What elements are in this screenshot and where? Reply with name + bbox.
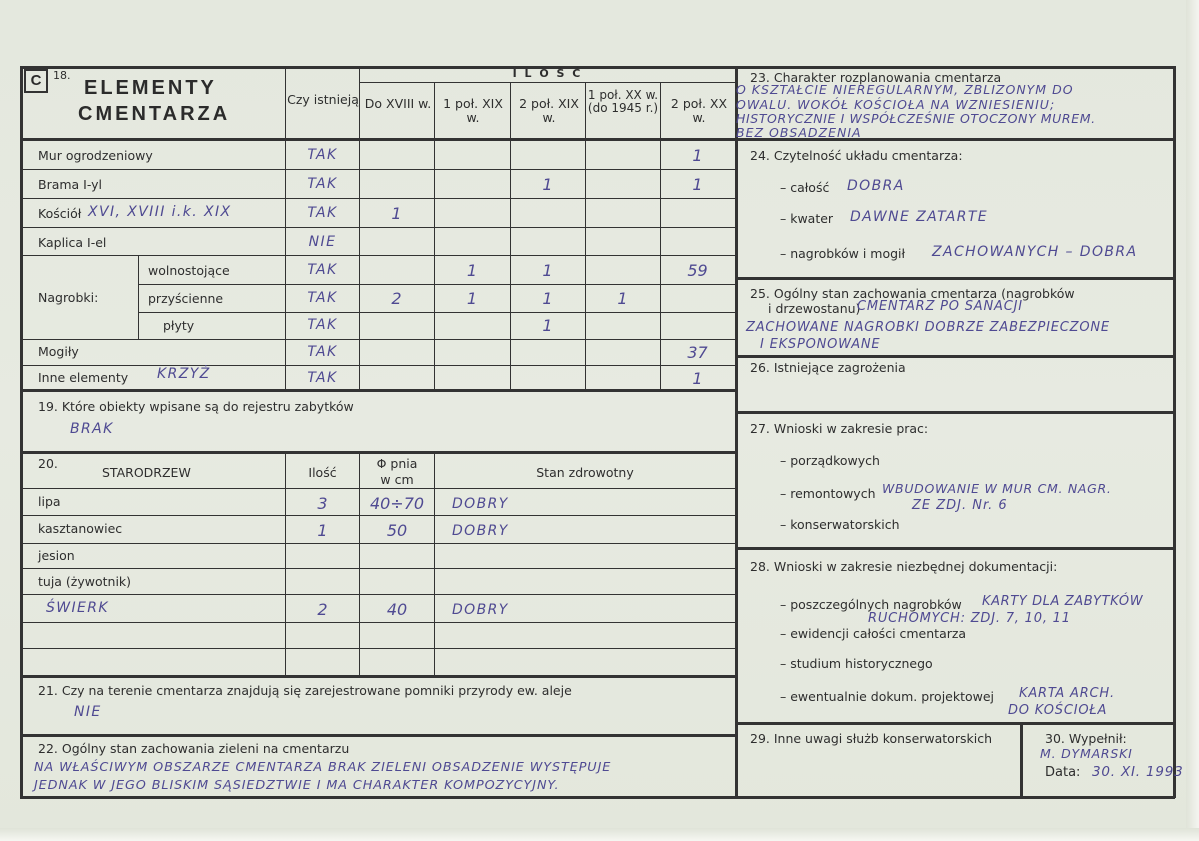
grid-line: [20, 255, 735, 256]
tree-health: DOBRY: [452, 523, 509, 539]
column-header-period: 1 poł. XIX w.: [443, 96, 503, 125]
tree-count: 1: [317, 521, 328, 540]
tree-name: jesion: [38, 548, 75, 563]
element-label: Inne elementy: [38, 370, 129, 385]
tree-diameter: 50: [386, 521, 408, 540]
tree-count: 2: [317, 600, 328, 619]
grid-line: [735, 722, 1175, 725]
tree-diameter: 40÷70: [369, 494, 425, 513]
exists-value: TAK: [307, 344, 338, 360]
frame-right: [1173, 66, 1176, 798]
grid-line: [138, 312, 735, 313]
grid-line: [138, 284, 735, 285]
grave-group-label: Nagrobki:: [38, 290, 99, 305]
handwritten-note: XVI, XVIII i.k. XIX: [88, 204, 232, 220]
layout-answer-line3: HISTORYCZNIE I WSPÓŁCZEŚNIE OTOCZONY MUREM.: [736, 111, 1096, 126]
quantity-value: 1: [542, 289, 553, 308]
quantity-value: 59: [687, 261, 708, 280]
grid-line: [20, 451, 735, 454]
legibility-whole-label: – całość: [780, 180, 830, 195]
condition-answer-line1: ZACHOWANE NAGROBKI DOBRZE ZABEZPIECZONE: [746, 320, 1110, 335]
exists-value: TAK: [307, 176, 338, 192]
column-header-period: 2 poł. XIX w.: [519, 96, 579, 125]
docs-graves-label: – poszczególnych nagrobków: [780, 597, 962, 612]
column-header-period: 1 poł. XX w. (do 1945 r.): [587, 88, 659, 115]
tree-health: DOBRY: [452, 496, 509, 512]
grid-line: [735, 547, 1175, 550]
grid-line: [585, 82, 586, 390]
quantity-value: 1: [466, 261, 478, 280]
grid-line: [735, 411, 1175, 414]
filled-by-name: M. DYMARSKI: [1040, 746, 1133, 761]
column-header-exists: Czy istnieją: [287, 92, 359, 107]
quantity-value: 2: [391, 289, 402, 308]
grid-line: [20, 138, 735, 141]
column-header-quantity: I L O Ś Ć: [512, 67, 583, 80]
date-label: Data:: [1045, 765, 1081, 780]
grid-line: [20, 365, 735, 366]
exists-value: TAK: [307, 290, 338, 306]
other-question: 29. Inne uwagi służb konserwatorskich: [750, 731, 992, 746]
column-header-period: 2 poł. XX w.: [670, 96, 728, 125]
quantity-value: 1: [617, 289, 628, 308]
docs-graves-value-line2: RUCHOMYCH: ZDJ. 7, 10, 11: [868, 611, 1071, 626]
docs-graves-value-line1: KARTY DLA ZABYTKÓW: [982, 594, 1144, 609]
registry-answer: BRAK: [70, 421, 114, 437]
grid-line: [434, 451, 435, 676]
tree-name: tuja (żywotnik): [38, 574, 132, 589]
quantity-value: 1: [542, 316, 553, 335]
grid-line: [138, 255, 139, 339]
trees-header-count: Ilość: [308, 465, 337, 480]
element-label: Kościół: [38, 206, 82, 221]
tree-name: lipa: [38, 494, 61, 509]
tree-health: DOBRY: [452, 602, 509, 618]
tree-count: 3: [317, 494, 328, 513]
works-question: 27. Wnioski w zakresie prac:: [750, 421, 929, 436]
layout-question: 23. Charakter rozplanowania cmentarza: [750, 70, 1002, 85]
nature-question: 21. Czy na terenie cmentarza znajdują się zarejestrowane pomniki przyrody ew. aleje: [38, 683, 572, 698]
quantity-value: 1: [692, 146, 703, 165]
grid-line: [20, 515, 735, 516]
grid-line: [20, 488, 735, 489]
works-repair-value-line2: ZE ZDJ. Nr. 6: [912, 498, 1008, 513]
greenery-question: 22. Ogólny stan zachowania zieleni na cmentarzu: [38, 741, 350, 756]
grid-line: [20, 675, 735, 678]
docs-registry-label: – ewidencji całości cmentarza: [780, 626, 967, 641]
grid-line: [20, 389, 735, 392]
grid-line: [20, 198, 735, 199]
grid-line: [20, 648, 735, 649]
condition-answer-inline: CMENTARZ PO SANACJI: [857, 299, 1023, 314]
date-value: 30. XI. 1993: [1092, 764, 1184, 780]
docs-project-label: – ewentualnie dokum. projektowej: [780, 689, 995, 704]
legibility-whole-value: DOBRA: [847, 178, 905, 194]
grid-line: [20, 594, 735, 595]
quantity-value: 1: [391, 204, 402, 223]
grid-line: [434, 82, 435, 390]
element-label: przyścienne: [148, 291, 224, 306]
quantity-value: 1: [542, 261, 553, 280]
works-repair-value-line1: WBUDOWANIE W MUR CM. NAGR.: [882, 481, 1112, 496]
registry-question: 19. Które obiekty wpisane są do rejestru zabytków: [38, 399, 354, 414]
legibility-graves-value: ZACHOWANYCH – DOBRA: [932, 244, 1138, 260]
grid-line: [359, 82, 735, 83]
greenery-answer-line1: NA WŁAŚCIWYM OBSZARZE CMENTARZA BRAK ZIELENI OBSADZENIE WYSTĘPUJE: [34, 760, 612, 775]
quantity-value: 1: [542, 175, 553, 194]
handwritten-note: KRZYŻ: [157, 366, 211, 382]
trees-header-health: Stan zdrowotny: [536, 465, 634, 480]
docs-project-value-line2: DO KOŚCIOŁA: [1008, 703, 1108, 718]
works-order-label: – porządkowych: [780, 453, 880, 468]
legibility-question: 24. Czytelność układu cmentarza:: [750, 148, 963, 163]
element-label: Mogiły: [38, 344, 79, 359]
layout-answer-line4: BEZ OBSADZENIA: [736, 125, 862, 140]
legibility-graves-label: – nagrobków i mogił: [780, 246, 906, 261]
condition-question-line2: i drzewostanu): [768, 301, 861, 316]
frame-bottom: [20, 796, 1175, 799]
trees-header-diameter: Φ pnia: [376, 456, 418, 471]
grid-line: [20, 169, 735, 170]
condition-question-line1: 25. Ogólny stan zachowania cmentarza (nagrobków: [750, 286, 1075, 301]
condition-answer-line2: I EKSPONOWANE: [760, 337, 881, 352]
section-letter-box: C: [24, 69, 48, 93]
quantity-value: 37: [687, 343, 708, 362]
docs-question: 28. Wnioski w zakresie niezbędnej dokumentacji:: [750, 559, 1058, 574]
legibility-quarters-label: – kwater: [780, 211, 834, 226]
quantity-value: 1: [692, 369, 703, 388]
element-label: wolnostojące: [148, 263, 230, 278]
element-label: płyty: [163, 318, 195, 333]
tree-name: ŚWIERK: [46, 600, 110, 616]
tree-name: kasztanowiec: [38, 521, 123, 536]
exists-value: TAK: [307, 370, 338, 386]
section-title-line1: ELEMENTY: [84, 77, 217, 99]
threats-question: 26. Istniejące zagrożenia: [750, 360, 906, 375]
frame-middle: [735, 66, 738, 798]
exists-value: TAK: [307, 317, 338, 333]
layout-answer-line2: OWALU. WOKÓŁ KOŚCIOŁA NA WZNIESIENIU;: [736, 97, 1056, 112]
quantity-value: 1: [466, 289, 478, 308]
nature-answer: NIE: [74, 704, 102, 720]
element-label: Mur ogrodzeniowy: [38, 148, 153, 163]
grid-line: [510, 82, 511, 390]
works-conservation-label: – konserwatorskich: [780, 517, 900, 532]
section-title-line2: CMENTARZA: [78, 103, 231, 125]
filled-by-label: 30. Wypełnił:: [1045, 731, 1127, 746]
grid-line: [735, 355, 1175, 358]
grid-line: [20, 543, 735, 544]
quantity-value: 1: [692, 175, 703, 194]
exists-value: TAK: [307, 262, 338, 278]
greenery-answer-line2: JEDNAK W JEGO BLISKIM SĄSIEDZTWIE I MA CHARAKTER KOMPOZYCYJNY.: [34, 778, 560, 793]
works-repair-label: – remontowych: [780, 486, 876, 501]
docs-history-label: – studium historycznego: [780, 656, 933, 671]
grid-line: [20, 227, 735, 228]
element-label: Brama I-yl: [38, 177, 103, 192]
trees-number: 20.: [38, 456, 58, 471]
section-number: 18.: [53, 69, 71, 82]
grid-line: [20, 339, 735, 340]
grid-line: [1020, 722, 1023, 798]
exists-value: TAK: [307, 205, 338, 221]
legibility-quarters-value: DAWNE ZATARTE: [850, 209, 989, 225]
element-label: Kaplica I-el: [38, 235, 107, 250]
grid-line: [735, 277, 1175, 280]
frame-left: [20, 66, 23, 798]
trees-header-name: STARODRZEW: [102, 465, 191, 480]
docs-project-value-line1: KARTA ARCH.: [1019, 686, 1115, 701]
tree-diameter: 40: [386, 600, 408, 619]
grid-line: [285, 451, 286, 676]
trees-header-diameter-unit: w cm: [380, 472, 414, 487]
card-edge-right: [1186, 0, 1199, 841]
exists-value: NIE: [308, 234, 337, 250]
card-edge-bottom: [0, 828, 1199, 841]
grid-line: [20, 734, 735, 737]
grid-line: [20, 568, 735, 569]
exists-value: TAK: [307, 147, 338, 163]
grid-line: [20, 622, 735, 623]
column-header-period: Do XVIII w.: [364, 96, 432, 111]
layout-answer-line1: O KSZTAŁCIE NIEREGULARNYM, ZBLIZONYM DO: [736, 82, 1074, 97]
